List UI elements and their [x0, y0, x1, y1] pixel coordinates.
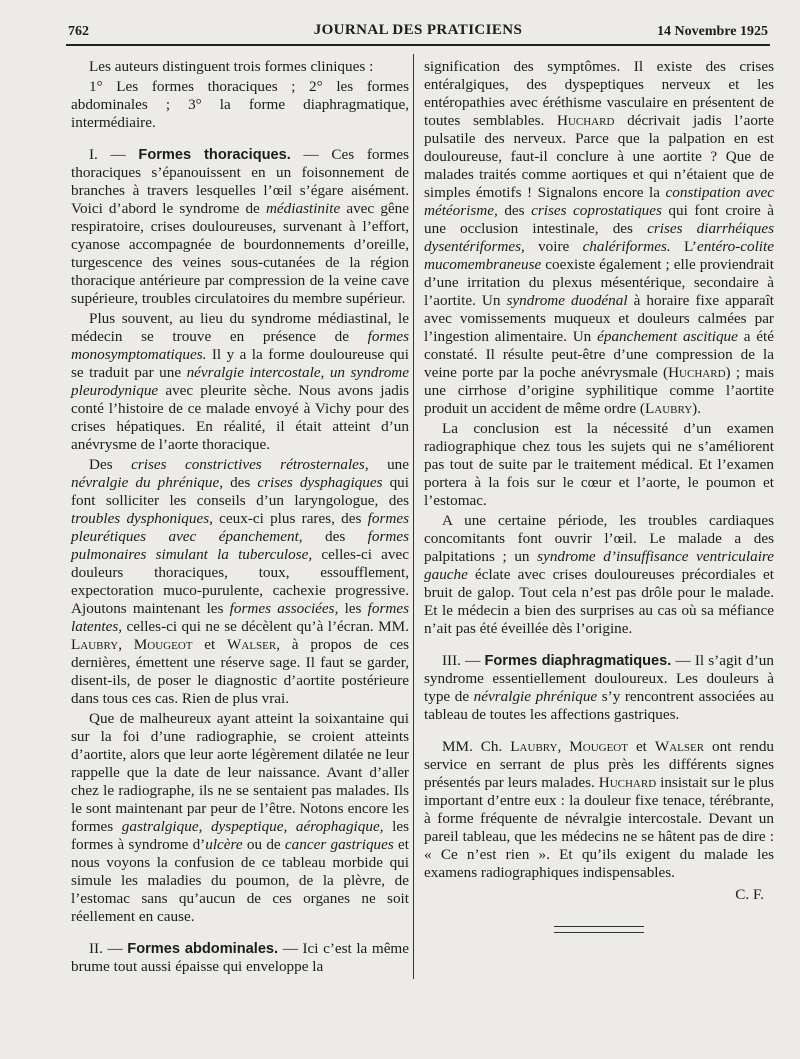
section-heading: Formes abdominales. [127, 941, 279, 957]
paragraph: Des crises constrictives rétrosternales, une névralgie du phrénique, des crises dysphagiques qui font solliciter les conseils d’un laryngologue, des troubles dysphoniques, ceux-ci plus rares, des formes pleurétiques avec épanchement, des formes pulmonaires simulant la tuberculose, celles-ci avec douleurs thoraciques, toux, essoufflement, expectoration muco-purulente, cachexie progressive. Ajoutons maintenant les formes associées, les formes latentes, celles-ci qui ne se décèlent qu’à l’écran. MM. Laubry, Mougeot et Walser, à propos de ces dernières, émettent une réserve sage. Il faut se garder, disent-ils, de poser le diagnostic d’aortite postérieure dans tous ces cas. Rien de plus vrai. [71, 456, 409, 707]
section-heading: Formes thoraciques. [138, 147, 291, 163]
issue-date: 14 Novembre 1925 [657, 24, 768, 39]
column-divider [413, 54, 414, 979]
paragraph: La conclusion est la nécessité d’un examen radiographique chez tous les sujets qui ne s’améliorent pas tout de suite par le traitement médical. Et l’examen portera à la fois sur le cœur et l’aorte, le poumon et l’estomac. [424, 420, 774, 509]
paragraph: Que de malheureux ayant atteint la soixantaine qui sur la foi d’une radiographie, se croient atteints d’aortite, alors que leur aorte légèrement dilatée ne leur rappelle que la date de leur naissance. Avant d’aller chez le radiographe, ils ne se sentaient pas malades. Ils le sont maintenant par peur de l’être. Notons encore les formes gastralgique, dyspeptique, aérophagique, les formes à syndrome d’ulcère ou de cancer gastriques et nous voyons la confusion de ce tableau morbide qui simule les maladies du poumon, de la plèvre, de l’estomac sans qu’aucun de ces organes ne soit réellement en cause. [71, 710, 410, 925]
header-rule [66, 44, 770, 46]
paragraph: Les auteurs distinguent trois formes cliniques : [89, 58, 374, 75]
author-name: Huchard [598, 774, 657, 791]
author-name: Mougeot [569, 738, 628, 755]
paragraph: 1° Les formes thoraciques ; 2° les formes abdominales ; 3° la forme diaphragmatique, intermédiaire. [71, 78, 409, 131]
section-abdominal: II. — Formes abdominales. — Ici c’est la même brume tout aussi épaisse qui enveloppe la [71, 940, 409, 975]
end-rule [554, 926, 644, 933]
right-column [424, 58, 774, 933]
author-name: Mougeot [133, 636, 193, 653]
section-heading: Formes diaphragmatiques. [484, 653, 672, 669]
author-name: Laubry [644, 400, 693, 417]
author-name: Walser [227, 636, 277, 653]
section-thoracic: I. — Formes thoraciques. — Ces formes thoraciques s’épanouissent en un foisonnement de branches à travers lesquelles l’œil s’égare aisément. Voici d’abord le syndrome de médiastinite avec gêne respiratoire, crises douloureuses, survenant à l’effort, cyanose accompagnée de bourdonnements d’oreille, turgescence des veines sous-cutanées de la région thoracique antérieure par compression de la veine cave supérieure, troubles circulatoires du membre supérieur. [71, 146, 409, 307]
paragraph: signification des symptômes. Il existe des crises entéralgiques, des dyspeptiques nerveux et les entéropathies avec éréthisme vasculaire en présentent de toutes semblables. Huchard décrivait jadis l’aorte pulsatile des nerveux. Parce que la palpation en est douloureuse, faut-il conclure à une aortite ? Que de malades traités comme aortiques et qui n’étaient que de simples émotifs ! Signalons encore la constipation avec météorisme, des crises coprostatiques qui font croire à une occlusion intestinale, des crises diarrhéiques dysentériformes, voire chalériformes. L’entéro-colite mucomembraneuse coexiste également ; elle proviendrait d’une irritation du plexus mésentérique, secondaire à l’aortite. Un syndrome duodénal à horaire fixe apparaît avec vomissements muqueux et douleurs calmées par l’ingestion alimentaire. Un épanchement ascitique a été constaté. Il résulte peut-être d’une compression de la veine porte par la poche anévrysmale (Huchard) ; mais une cirrhose d’origine syphilitique comme l’aortite produit un accident de même ordre (Laubry). [424, 58, 775, 417]
author-name: Walser [654, 738, 705, 755]
page-number: 762 [68, 24, 89, 39]
section-number: III. — [442, 652, 481, 669]
section-number: II. — [89, 940, 123, 957]
left-column [71, 58, 409, 976]
author-name: Laubry [510, 738, 558, 755]
signature: C. F. [735, 886, 764, 903]
section-number: I. — [89, 146, 126, 163]
paragraph: A une certaine période, les troubles cardiaques concomitants font ouvrir l’œil. Le malade a des palpitations ; un syndrome d’insuffisance ventriculaire gauche éclate avec crises douloureuses précordiales et bruit de galop. Tout cela n’est pas drôle pour le malade. Et le médecin a bien des surprises au cas où sa méfiance n’ait pas été éveillée dès l’origine. [424, 512, 775, 637]
paragraph: Plus souvent, au lieu du syndrome médiastinal, le médecin se trouve en présence de formes monosymptomatiques. Il y a la forme douloureuse qui se traduit par une névralgie intercostale, un syndrome pleurodynique avec pleurite sèche. Nous avons jadis conté l’histoire de ce malade envoyé à Vichy pour des crises hépatiques. En réalité, il était atteint d’un anévrysme de l’aorte thoracique. [71, 310, 410, 453]
paragraph: MM. Ch. Laubry, Mougeot et Walser ont rendu service en serrant de plus près les différents signes présentés par leurs malades. Huchard insistait sur le plus important d’entre eux : la douleur fixe tenace, térébrante, à forme fréquente de névralgie intercostale. Devant un pareil tableau, que les médecins ne se hâtent pas de dire : « Ce n’est rien ». Et qu’ils exigent du malade les examens radiographiques indispensables. [424, 738, 775, 881]
author-name: Huchard [668, 364, 726, 381]
section-diaphragmatic: III. — Formes diaphragmatiques. — Il s’agit d’un syndrome essentiellement douloureux. Les douleurs à type de névralgie phrénique s’y rencontrent associées au tableau de toutes les affections gastriques. [424, 652, 775, 723]
journal-title: JOURNAL DES PRATICIENS [313, 22, 523, 38]
author-name: Laubry [71, 636, 119, 653]
page-header [68, 22, 768, 42]
author-name: Huchard [556, 112, 615, 129]
